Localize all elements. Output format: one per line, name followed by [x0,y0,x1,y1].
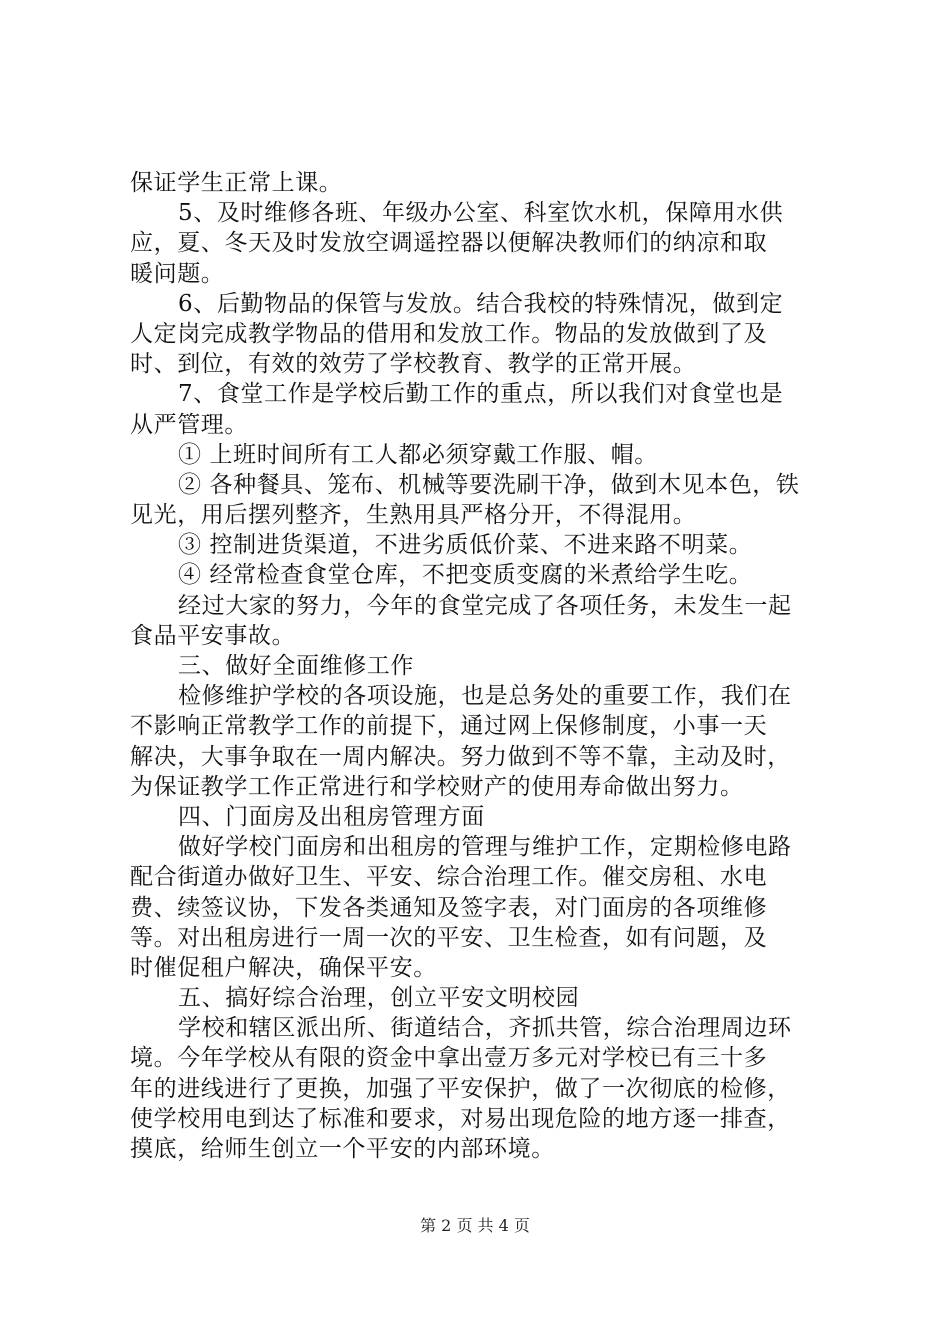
text-line: 等。对出租房进行一周一次的平安、卫生检查，如有问题，及 [130,924,768,951]
text-line: ③ 控制进货渠道，不进劣质低价菜、不进来路不明菜。 [178,532,753,559]
text-line: 食品平安事故。 [130,622,296,649]
text-line: 人定岗完成教学物品的借用和发放工作。物品的发放做到了及 [130,320,768,347]
text-line: 解决，大事争取在一周内解决。努力做到不等不靠，主动及时， [130,743,791,770]
text-line: 境。今年学校从有限的资金中拿出壹万多元对学校已有三十多 [130,1045,768,1072]
text-line: ② 各种餐具、笼布、机械等要洗刷干净，做到木见本色，铁 [178,471,800,498]
text-line: 检修维护学校的各项设施，也是总务处的重要工作，我们在 [178,683,792,710]
text-line: 学校和辖区派出所、街道结合，齐抓共管，综合治理周边环 [178,1015,792,1042]
text-line: 年的进线进行了更换，加强了平安保护，做了一次彻底的检修， [130,1075,791,1102]
text-line: 6、后勤物品的保管与发放。结合我校的特殊情况，做到定 [178,290,784,317]
text-line: ① 上班时间所有工人都必须穿戴工作服、帽。 [178,441,658,468]
text-line: 保证学生正常上课。 [130,170,343,196]
text-line: 暖问题。 [130,260,225,287]
document-body [130,168,835,1164]
text-line: 时、到位，有效的效劳了学校教育、教学的正常开展。 [130,351,697,378]
text-line: 为保证教学工作正常进行和学校财产的使用寿命做出努力。 [130,773,744,800]
text-line: 费、续签议协，下发各类通知及签字表，对门面房的各项维修 [130,894,768,921]
text-line: 见光，用后摆列整齐，生熟用具严格分开，不得混用。 [130,502,697,529]
text-line: 5、及时维修各班、年级办公室、科室饮水机，保障用水供 [178,200,784,227]
text-line: ④ 经常检查食堂仓库，不把变质变腐的米煮给学生吃。 [178,562,753,589]
text-line: 7、食堂工作是学校后勤工作的重点，所以我们对食堂也是 [178,381,784,408]
text-line: 使学校用电到达了标准和要求，对易出现危险的地方逐一排查， [130,1105,791,1132]
page-footer: 第 2 页 共 4 页 [420,1216,530,1235]
text-line: 做好学校门面房和出租房的管理与维护工作，定期检修电路 [178,834,792,861]
text-line: 摸底，给师生创立一个平安的内部环境。 [130,1136,555,1162]
text-line: 经过大家的努力，今年的食堂完成了各项任务，未发生一起 [178,592,792,619]
text-line: 从严管理。 [130,411,248,438]
text-line: 配合街道办做好卫生、平安、综合治理工作。催交房租、水电 [130,864,768,891]
section-heading: 五、搞好综合治理，创立平安文明校园 [178,985,580,1012]
text-line: 应，夏、冬天及时发放空调遥控器以便解决教师们的纳凉和取 [130,230,768,257]
text-line: 不影响正常教学工作的前提下，通过网上保修制度，小事一天 [130,713,768,740]
section-heading: 三、做好全面维修工作 [178,653,414,679]
section-heading: 四、门面房及出租房管理方面 [178,803,485,830]
text-line: 时催促租户解决，确保平安。 [130,954,437,981]
